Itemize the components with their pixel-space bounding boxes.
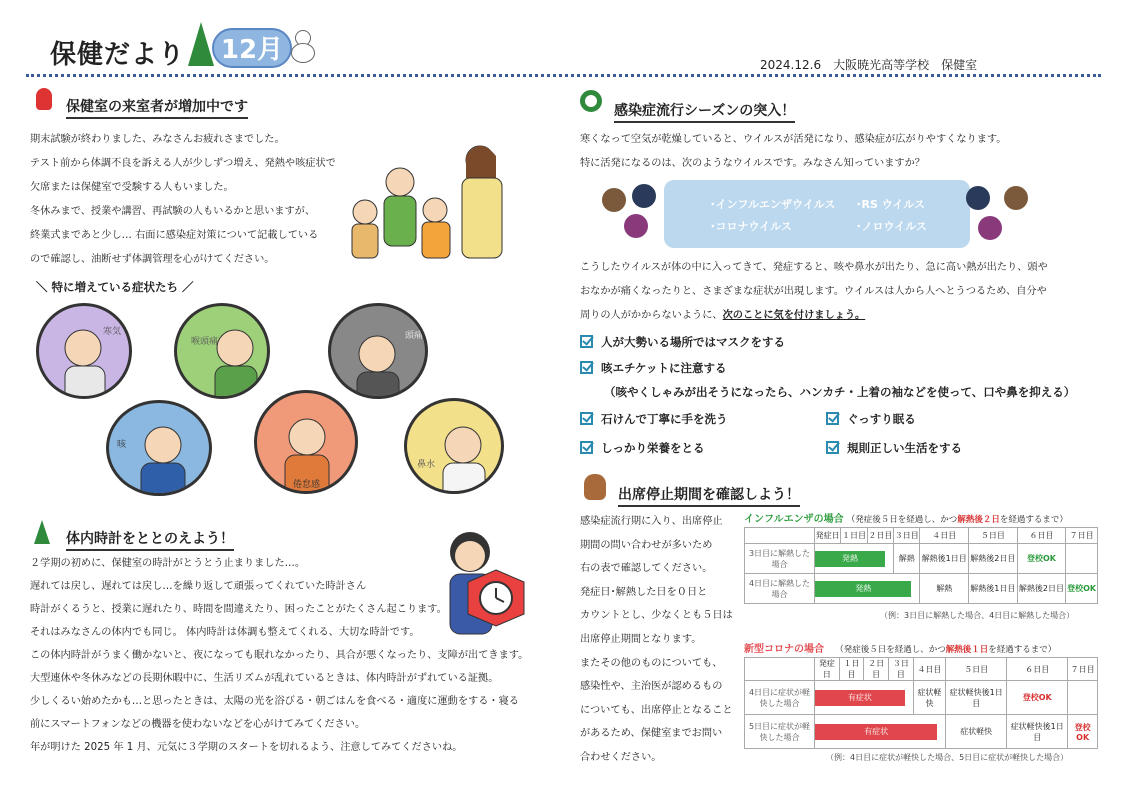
- symptom-arrow: 有症状: [815, 724, 937, 740]
- visitors-text: 期末試験が終わりました、みなさんお疲れさまでした。 テスト前から体調不良を訴える人が少しずつ増え、発熱や咳症状で 欠席または保健室で受験する人もいました。 冬休みまで、授業や講習、再試験の人もいるかと思いますが、 終業式まであと少し… 右面に感染症対策について記載している ので確認し、油断せず体調管理を心がけてください。: [30, 134, 336, 265]
- symptom-chills: 寒気: [36, 303, 132, 399]
- check-regular-life: 規則正しい生活をする: [826, 440, 962, 456]
- check-cough-etiquette: 咳エチケットに注意する: [580, 360, 726, 376]
- fever-arrow: 発熱: [815, 581, 911, 597]
- checkbox-icon: [580, 412, 593, 425]
- symptom-sore-throat: 喉頭痛: [174, 303, 270, 399]
- infection-body: こうしたウイルスが体の中に入ってきて、発症すると、咳や鼻水が出たり、急に高い熱が出たり、頭や おなかが痛くなったりと、さまざまな症状が出現します。ウイルスは人から人へとうつるため、自分や 周りの人がかからないように、次のことに気を付けましょう。: [580, 262, 1048, 321]
- checkbox-icon: [826, 441, 839, 454]
- symptom-cough: 咳: [106, 400, 212, 496]
- infection-intro: 寒くなって空気が乾燥していると、ウイルスが活発になり、感染症が広がりやすくなります。 特に活発になるのは、次のようなウイルスです。みなさん知っていますか？: [580, 134, 1007, 169]
- covid-table-footnote: （例：4日目に症状が軽快した場合、5日目に症状が軽快した場合）: [826, 753, 1069, 762]
- virus-flu: ･インフルエンザウイルス: [710, 198, 836, 211]
- tree-icon: [188, 22, 214, 66]
- snowman-icon: [290, 30, 316, 64]
- section-heading-visitors: 保健室の来室者が増加中です: [66, 96, 248, 119]
- check-cough-note: （咳やくしゃみが出そうになったら、ハンカチ・上着の袖などを使って、口や鼻を抑える）: [604, 385, 1076, 399]
- wreath-icon: [580, 90, 602, 112]
- flu-table-footnote: （例：3日目に解熱した場合、4日目に解熱した場合）: [880, 611, 1075, 620]
- month-badge: 12月: [212, 28, 292, 68]
- virus-corona: ･コロナウイルス: [710, 220, 792, 233]
- attendance-text: 感染症流行期に入り、出席停止 期間の問い合わせが多いため 右の表で確認してください。 発症日･解熱した日を０日と カウントとし、少なくとも５日は 出席停止期間となります。 またその他のものについても、 感染性や、主治医が認めるもの についても、出席停止となること があるため、保健室までお問い 合わせください。: [580, 516, 733, 763]
- checkbox-icon: [580, 335, 593, 348]
- reindeer-icon: [584, 474, 606, 500]
- section-heading-body-clock: 体内時計をととのえよう！: [66, 528, 234, 551]
- flu-table-title: インフルエンザの場合 （発症後５日を経過し、かつ解熱後２日を経過するまで）: [744, 514, 1068, 525]
- virus-rs: ･RS ウイルス: [856, 198, 926, 211]
- tree-small-icon: [34, 520, 50, 544]
- covid-table-title: 新型コロナの場合 （発症後５日を経過し、かつ解熱後１日を経過するまで）: [744, 644, 1057, 655]
- checkbox-icon: [826, 412, 839, 425]
- virus-icons-left: [596, 180, 666, 244]
- virus-noro: ･ノロウイルス: [856, 220, 927, 233]
- virus-icons-right: [962, 180, 1042, 244]
- virus-box: [664, 180, 970, 248]
- check-handwash: 石けんで丁寧に手を洗う: [580, 411, 728, 427]
- section-heading-infection: 感染症流行シーズンの突入！: [614, 100, 795, 123]
- checkbox-icon: [580, 361, 593, 374]
- header-divider: [26, 74, 1101, 77]
- body-clock-text: ２学期の初めに、保健室の時計がとうとう止まりました…。 遅れては戻し、遅れては戻し…を繰り返して頑張ってくれていた時計さん 時計がくるうと、授業に遅れたり、時間を間違えたり、困ったことがたくさん起こります。 それはみなさんの体内でも同じ。 体内時計は体調も整えてくれる、大切な時計です。 この体内時計がうまく働かないと、夜になっても眠れなかったり、具合が悪くなったり、支障が出てきます。 大型連休や冬休みなどの長期休暇中に、生活リズムが乱れているときは、体内時計がずれている証拠。 少しくるい始めたかも…と思ったときは、太陽の光を浴びる・朝ごはんを食べる・適度に運動をする・寝る 前にスマートフォンなどの機器を使わないなどを心がけてみてください。 年が明けた 2025 年 1 月、元気に３学期のスタートを切れるよう、注意してみてくださいね。: [30, 558, 529, 753]
- symptoms-heading: ＼ 特に増えている症状たち ／: [36, 280, 194, 294]
- checkbox-icon: [580, 441, 593, 454]
- symptom-arrow: 有症状: [815, 690, 905, 706]
- check-mask: 人が大勢いる場所ではマスクをする: [580, 334, 785, 350]
- fever-arrow: 発熱: [815, 551, 885, 567]
- covid-table: 発症日 １日目 ２日目 ３日目 ４日目 ５日目 ６日目 ７日目 4日目に症状が軽快した場合 有症状 症状軽快 症状軽快後1日目 登校OK 5日目に症状が軽快した場合 有症状 症状軽快 症状軽快後1日目 登校OK: [744, 657, 1098, 749]
- page-title: 保健だより: [50, 40, 186, 70]
- symptom-headache: 頭痛: [328, 303, 428, 399]
- santa-icon: [36, 88, 52, 110]
- symptom-fatigue: 倦怠感: [254, 390, 358, 494]
- check-sleep: ぐっすり眠る: [826, 411, 916, 427]
- section-heading-attendance: 出席停止期間を確認しよう！: [618, 484, 800, 507]
- check-nutrition: しっかり栄養をとる: [580, 440, 705, 456]
- flu-table: 発症日 １日目 ２日目 ３日目 ４日目 ５日目 ６日目 ７日目 3日目に解熱した場合 発熱 解熱 解熱後1日目 解熱後2日目 登校OK 4日目に解熱した場合 発熱 解熱 解熱後1日目 解熱後2日目 登校OK: [744, 527, 1098, 604]
- sick-students-illustration: [340, 142, 526, 260]
- date-line: 2024.12.6 大阪暁光高等学校 保健室: [760, 58, 978, 72]
- symptom-runny-nose: 鼻水: [404, 398, 504, 494]
